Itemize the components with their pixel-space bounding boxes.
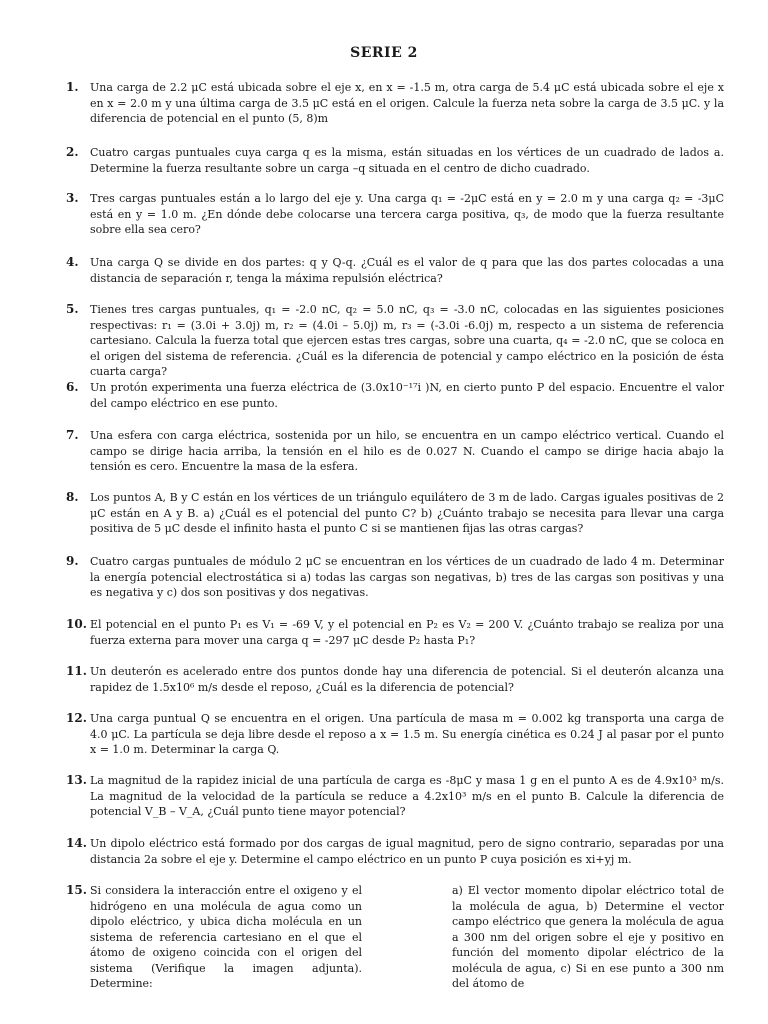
problem-15-right-column: a) El vector momento dipolar eléctrico total de la molécula de agua, b) Determine el vector campo eléctrico que genera la molécula de agua a 300 nm del origen sobre el eje y positivo en función del momento dipolar eléctrico de la molécula de agua, c) Si en ese punto a 300 nm del átomo de bbox=[452, 884, 724, 990]
problem-number: 8. bbox=[66, 490, 79, 504]
problem-15 bbox=[66, 883, 90, 899]
problem-number: 1. bbox=[66, 80, 79, 94]
problem-10 bbox=[66, 617, 724, 648]
problem-9 bbox=[66, 554, 724, 601]
problem-text: El potencial en el punto P₁ es V₁ = -69 V, y el potencial en P₂ es V₂ = 200 V. ¿Cuánto trabajo se realiza por una fuerza externa para mover una carga q = -297 μC desde P₂ hasta P₁? bbox=[90, 618, 724, 647]
problem-text: Una carga de 2.2 μC está ubicada sobre el eje x, en x = -1.5 m, otra carga de 5.4 μC está ubicada sobre el eje x en x = 2.0 m y una última carga de 3.5 μC está en el origen. Calcule la fuerza neta sobre la carga de 3.5 μC. y la diferencia de potencial en el punto (5, 8)m bbox=[90, 81, 724, 125]
problem-15-left-column: Si considera la interacción entre el oxigeno y el hidrógeno en una molécula de agua como un dipolo eléctrico, y ubica dicha molécula en un sistema de referencia cartesiano en el que el átomo de oxigeno coincida con el origen del sistema (Verifique la imagen adjunta). Determine: bbox=[90, 884, 362, 990]
problem-number: 3. bbox=[66, 191, 79, 205]
problem-text: Una esfera con carga eléctrica, sostenida por un hilo, se encuentra en un campo eléctrico vertical. Cuando el campo se dirige hacia arriba, la tensión en el hilo es de 0.027 N. Cuando el campo se dirige hacia abajo la tensión es cero. Encuentre la masa de la esfera. bbox=[90, 429, 724, 473]
problem-1 bbox=[66, 80, 724, 127]
problem-12 bbox=[66, 711, 724, 758]
problem-text: Una carga puntual Q se encuentra en el origen. Una partícula de masa m = 0.002 kg transporta una carga de 4.0 μC. La partícula se deja libre desde el reposo a x = 1.5 m. Su energía cinética es 0.24 J al pasar por el punto x = 1.0 m. Determinar la carga Q. bbox=[90, 712, 724, 756]
problem-number: 13. bbox=[66, 773, 87, 787]
problem-text: Cuatro cargas puntuales cuya carga q es la misma, están situadas en los vértices de un cuadrado de lados a. Determine la fuerza resultante sobre un carga –q situada en el centro de dicho cuadrado. bbox=[90, 146, 724, 175]
problem-8 bbox=[66, 490, 724, 537]
problem-7 bbox=[66, 428, 724, 475]
problem-6 bbox=[66, 380, 724, 411]
problem-number: 10. bbox=[66, 617, 87, 631]
problem-number: 4. bbox=[66, 255, 79, 269]
problem-text: Los puntos A, B y C están en los vértices de un triángulo equilátero de 3 m de lado. Cargas iguales positivas de 2 μC están en A y B. a) ¿Cuál es el potencial del punto C? b) ¿Cuánto trabajo se necesita para llevar una carga positiva de 5 μC desde el infinito hasta el punto C si se mantienen fijas las otras cargas? bbox=[90, 491, 724, 535]
page-title: SERIE 2 bbox=[350, 45, 418, 61]
problem-number: 6. bbox=[66, 380, 79, 394]
problem-text: Un protón experimenta una fuerza eléctrica de (3.0x10⁻¹⁷i )N, en cierto punto P del espacio. Encuentre el valor del campo eléctrico en ese punto. bbox=[90, 381, 724, 410]
problem-number: 7. bbox=[66, 428, 79, 442]
problem-number: 15. bbox=[66, 883, 87, 897]
problem-text: Un dipolo eléctrico está formado por dos cargas de igual magnitud, pero de signo contrario, separadas por una distancia 2a sobre el eje y. Determine el campo eléctrico en un punto P cuya posición es xi+yj m. bbox=[90, 837, 724, 866]
problem-5 bbox=[66, 302, 724, 380]
problem-text: Cuatro cargas puntuales de módulo 2 μC se encuentran en los vértices de un cuadrado de lado 4 m. Determinar la energía potencial electrostática si a) todas las cargas son negativas, b) tres de las cargas son positivas y una es negativa y c) dos son positivas y dos negativas. bbox=[90, 555, 724, 599]
problem-3 bbox=[66, 191, 724, 238]
problem-number: 14. bbox=[66, 836, 87, 850]
problem-text: La magnitud de la rapidez inicial de una partícula de carga es -8μC y masa 1 g en el punto A es de 4.9x10³ m/s. La magnitud de la velocidad de la partícula se reduce a 4.2x10³ m/s en el punto B. Calcule la diferencia de potencial V_B – V_A, ¿Cuál punto tiene mayor potencial? bbox=[90, 774, 724, 818]
problem-text: Tres cargas puntuales están a lo largo del eje y. Una carga q₁ = -2μC está en y = 2.0 m y una carga q₂ = -3μC está en y = 1.0 m. ¿En dónde debe colocarse una tercera carga positiva, q₃, de modo que la fuerza resultante sobre ella sea cero? bbox=[90, 192, 724, 236]
problem-number: 5. bbox=[66, 302, 79, 316]
problem-number: 2. bbox=[66, 145, 79, 159]
problem-text: Una carga Q se divide en dos partes: q y Q-q. ¿Cuál es el valor de q para que las dos partes colocadas a una distancia de separación r, tenga la máxima repulsión eléctrica? bbox=[90, 256, 724, 285]
problem-13 bbox=[66, 773, 724, 820]
problem-number: 9. bbox=[66, 554, 79, 568]
problem-4 bbox=[66, 255, 724, 286]
problem-number: 11. bbox=[66, 664, 87, 678]
problem-text: Un deuterón es acelerado entre dos puntos donde hay una diferencia de potencial. Si el deuterón alcanza una rapidez de 1.5x10⁶ m/s desde el reposo, ¿Cuál es la diferencia de potencial? bbox=[90, 665, 724, 694]
problem-number: 12. bbox=[66, 711, 87, 725]
problem-14 bbox=[66, 836, 724, 867]
problem-2 bbox=[66, 145, 724, 176]
problem-11 bbox=[66, 664, 724, 695]
problem-text: Tienes tres cargas puntuales, q₁ = -2.0 nC, q₂ = 5.0 nC, q₃ = -3.0 nC, colocadas en las siguientes posiciones respectivas: r₁ = (3.0i + 3.0j) m, r₂ = (4.0i – 5.0j) m, r₃ = (-3.0i -6.0j) m, respecto a un sistema de referencia cartesiano. Calcula la fuerza total que ejercen estas tres cargas, sobre una cuarta, q₄ = -2.0 nC, que se coloca en el origen del sistema de referencia. ¿Cuál es la diferencia de potencial y campo eléctrico en la posición de ésta cuarta carga? bbox=[90, 303, 724, 378]
